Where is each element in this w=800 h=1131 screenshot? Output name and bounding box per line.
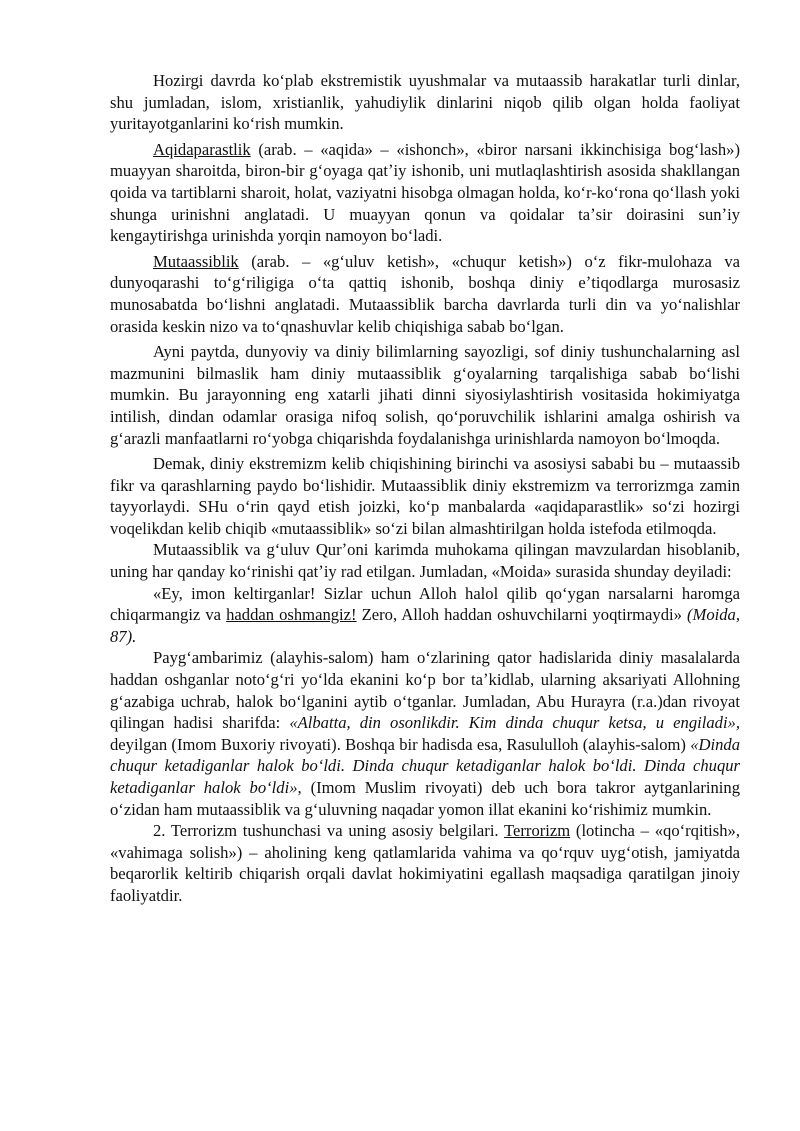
paragraph-aqidaparastlik [110, 139, 740, 247]
term-aqidaparastlik: Aqidaparastlik [153, 139, 251, 159]
paragraph-terrorizm [110, 820, 740, 906]
hadith-quote-2: «Dinda chuqur ketadiganlar halok boʻldi. Dinda chuqur ketadiganlar halok boʻldi. Dinda chuqur ketadiganlar halok boʻldi» [110, 734, 740, 797]
paragraph-guluv [110, 539, 740, 582]
hadith-text-a: Paygʻambarimiz (alayhis-salom) ham oʻzlarining qator hadislarida diniy masalalarda haddan oshganlar notoʻgʻri yoʻlda ekanini koʻp bor taʼkidlab, ularning aksariyati Allohning gʻazabiga uchrab, halok boʻlganini aytib oʻtganlar. Jumladan, Abu Hurayra (r.a.)dan rivoyat qilingan hadisi sharifda: [110, 648, 740, 733]
paragraph-guluv-text: Mutaassiblik va gʻuluv Qurʼoni karimda muhokama qilingan mavzulardan hisoblanib, uning har qanday koʻrinishi qatʼiy rad etilgan. Jumladan, «Moida» surasida shunday deyiladi: [110, 540, 740, 582]
paragraph-aqidaparastlik-text: (arab. – «aqida» – «ishonch», «biror narsani ikkinchisiga bogʻlash») muayyan sharoitda, biron-bir gʻoyaga qatʼiy ishonib, uni mutlaqlashtirish asosida shakllangan qoida va tartiblarni sharoit, holat, vaziyatni hisobga olmagan holda, koʻr-koʻrona qoʻllash yoki shunga urinishni anglatadi. U muayyan qonun va qoidalar taʼsir doirasini sunʼiy kengaytirishga urinishda yorqin namoyon boʻladi. [110, 139, 740, 246]
paragraph-sayozlik-text: Ayni paytda, dunyoviy va diniy bilimlarning sayozligi, sof diniy tushunchalarning asl mazmunini bilmaslik ham diniy mutaassiblik gʻoyalarning tarqalishiga sabab boʻlishi mumkin. Bu jarayonning eng xatarli jihati dinni siyosiylashtirish vositasida hokimiyatga intilish, dindan odamlar orasiga nifoq solish, qoʻporuvchilik ishlarini amalga oshirish va gʻarazli manfaatlarni roʻyobga chiqarishda foydalanishga urinishlarda namoyon boʻlmoqda. [110, 342, 740, 448]
paragraph-hadith [110, 647, 740, 820]
paragraph-mutaassiblik-text: (arab. – «gʻuluv ketish», «chuqur ketish») oʻz fikr-mulohaza va dunyoqarashi toʻgʻriligiga oʻta qattiq ishonib, boshqa diniy eʼtiqodlarga murosasiz munosabatda boʻlishni anglatadi. Mutaassiblik barcha davrlarda turli din va yoʻnalishlar orasida keskin nizo va toʻqnashuvlar kelib chiqishiga sabab boʻlgan. [110, 251, 740, 336]
quran-quote-text-b: Zero, Alloh haddan oshuvchilarni yoqtirmaydi» [356, 605, 687, 625]
term-terrorizm: Terrorizm [504, 821, 571, 841]
terrorizm-text-b: (lotincha – «qoʻrqitish», «vahimaga solish») – aholining keng qatlamlarida vahima va qoʻrquv uygʻotish, jamiyatda beqarorlik keltirib chiqarish orqali davlat hokimiyatini egallash maqsadiga qaratilgan jinoiy faoliyatdir. [110, 821, 740, 905]
term-mutaassiblik: Mutaassiblik [153, 251, 239, 271]
quran-quote-citation: (Moida, 87). [110, 605, 740, 646]
paragraph-demak-text: Demak, diniy ekstremizm kelib chiqishining birinchi va asosiysi sababi bu – mutaassib fikr va qarashlarning paydo boʻlishidir. Mutaassiblik diniy ekstremizm va terrorizmga zamin tayyorlaydi. SHu oʻrin qayd etish joizki, koʻp manbalarda «aqidaparastlik» soʻzi hozirgi voqelikdan kelib chiqib «mutaassiblik» soʻzi bilan almashtirilgan holda istefoda etilmoqda. [110, 454, 740, 538]
hadith-text-b: deyilgan (Imom Buxoriy rivoyati). Boshqa bir hadisda esa, Rasululloh (alayhis-salom) [110, 734, 691, 754]
terrorizm-text-a: 2. Terrorizm tushunchasi va uning asosiy belgilari. [153, 821, 505, 841]
paragraph-intro [110, 70, 740, 135]
paragraph-mutaassiblik [110, 251, 740, 337]
quran-quote-underlined: haddan oshmangiz! [226, 605, 357, 625]
quran-quote-text-a: «Ey, imon keltirganlar! Sizlar uchun Alloh halol qilib qoʻygan narsalarni haromga chiqarmangiz va [110, 583, 740, 625]
hadith-text-c: , (Imom Muslim rivoyati) deb uch bora takror aytganlarining oʻzidan ham mutaassiblik va gʻuluvning naqadar yomon illat ekanini koʻrishimiz mumkin. [110, 778, 741, 819]
paragraph-quran-quote [110, 583, 740, 648]
paragraph-demak [110, 453, 740, 539]
paragraph-intro-text: Hozirgi davrda koʻplab ekstremistik uyushmalar va mutaassib harakatlar turli dinlar, shu jumladan, islom, xristianlik, yahudiylik dinlarini niqob qilib olgan holda faoliyat yuritayotganlarini koʻrish mumkin. [110, 71, 740, 134]
paragraph-sayozlik [110, 341, 740, 449]
hadith-quote-1: «Albatta, din osonlikdir. Kim dinda chuqur ketsa, u engiladi», [289, 713, 740, 733]
